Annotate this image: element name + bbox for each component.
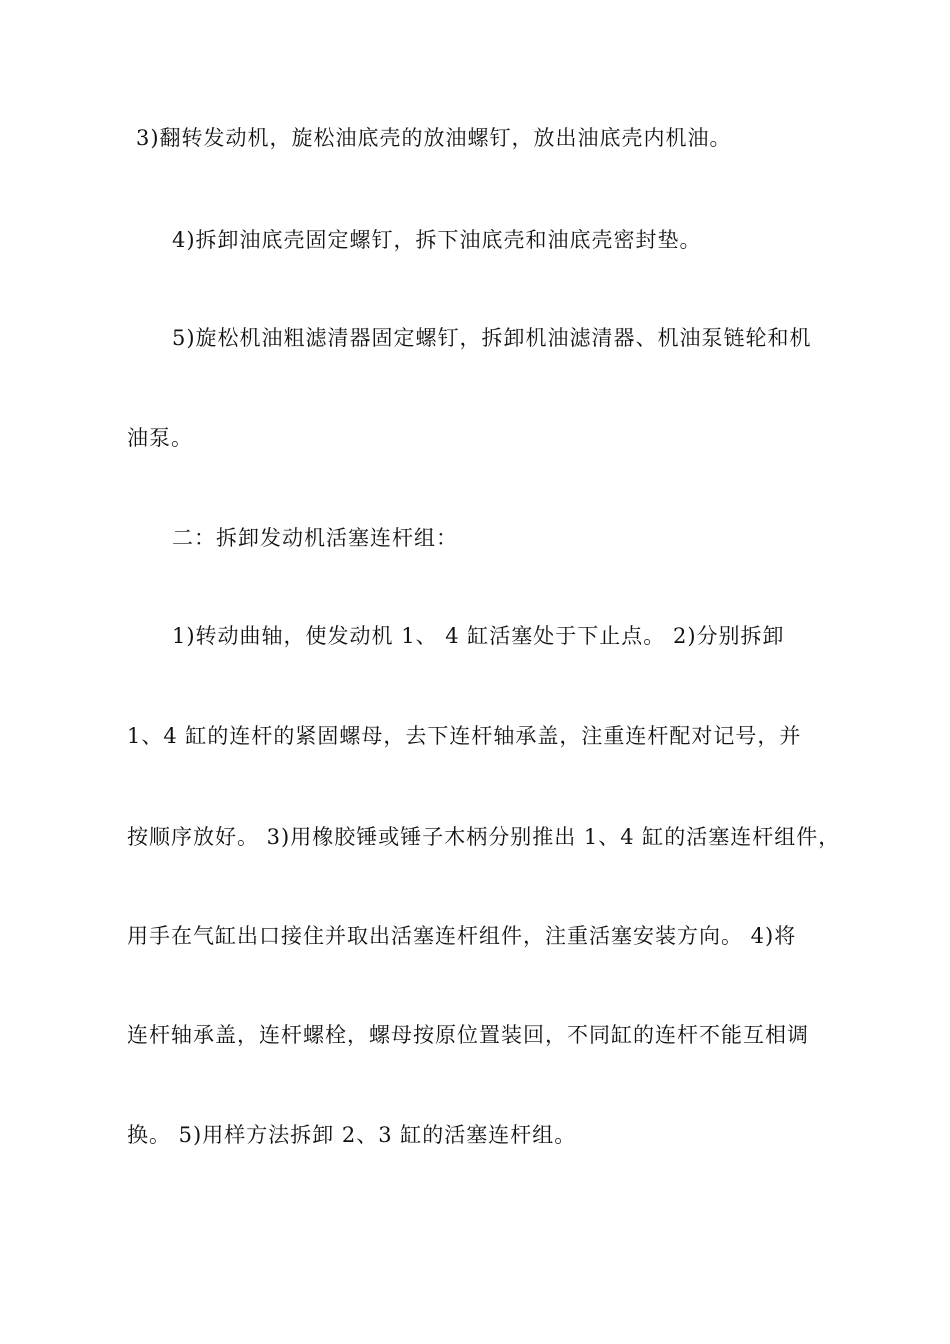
section-heading: 二：拆卸发动机活塞连杆组：: [172, 526, 458, 550]
text-line-para-3: 按顺序放好。 3)用橡胶锤或锤子木柄分别推出 1、4 缸的活塞连杆组件，: [127, 825, 841, 849]
text-line-step-5: 5)旋松机油粗滤清器固定螺钉，拆卸机油滤清器、机油泵链轮和机: [172, 326, 812, 350]
text-line-step-5-cont: 油泵。: [127, 426, 193, 450]
text-line-step-3: 3)翻转发动机，旋松油底壳的放油螺钉，放出油底壳内机油。: [136, 126, 732, 150]
text-line-para-1: 1)转动曲轴，使发动机 1、 4 缸活塞处于下止点。 2)分别拆卸: [172, 624, 785, 648]
text-line-para-6: 换。 5)用样方法拆卸 2、3 缸的活塞连杆组。: [127, 1123, 577, 1147]
text-line-step-4: 4)拆卸油底壳固定螺钉，拆下油底壳和油底壳密封垫。: [172, 228, 702, 252]
text-line-para-4: 用手在气缸出口接住并取出活塞连杆组件，注重活塞安装方向。 4)将: [127, 924, 797, 948]
text-line-para-5: 连杆轴承盖，连杆螺栓，螺母按原位置装回，不同缸的连杆不能互相调: [127, 1023, 809, 1047]
text-line-para-2: 1、4 缸的连杆的紧固螺母，去下连杆轴承盖，注重连杆配对记号，并: [127, 724, 802, 748]
